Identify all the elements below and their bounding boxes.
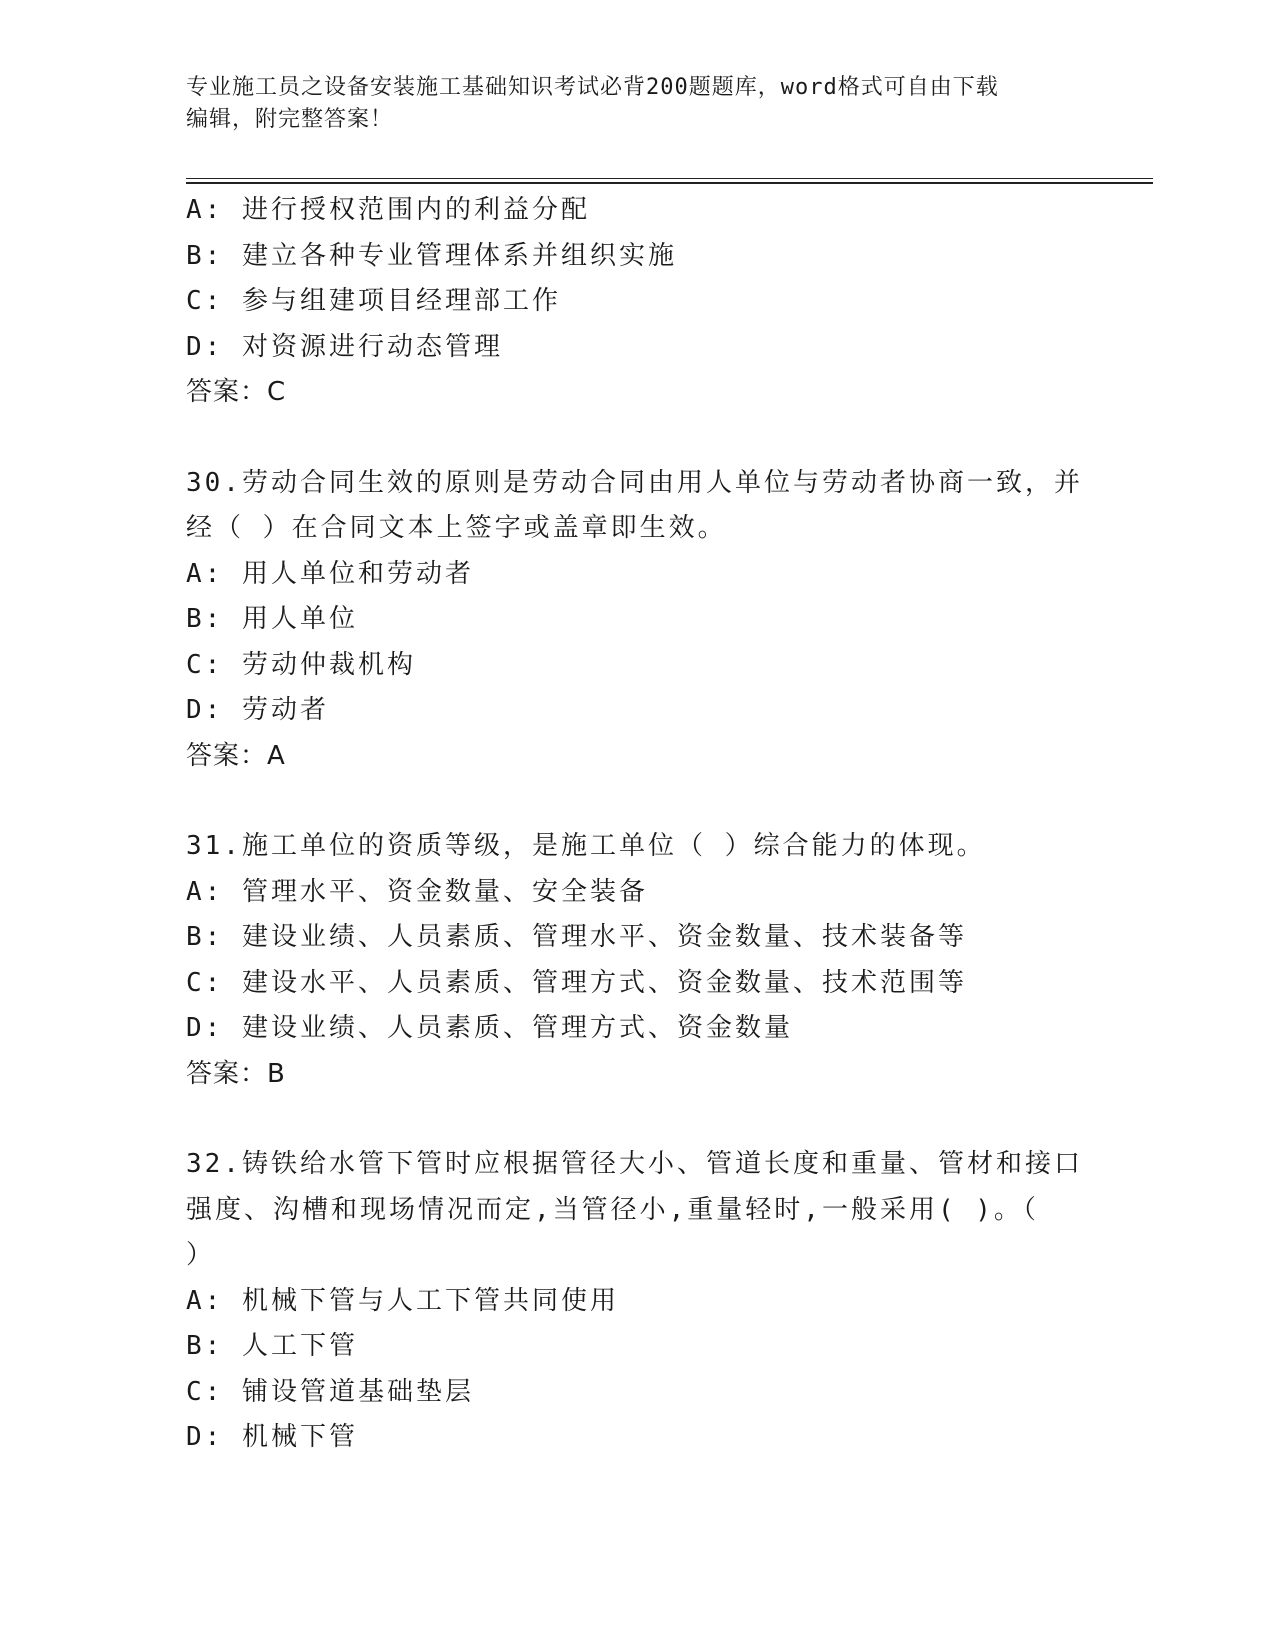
header-title-line-2: 编辑，附完整答案！ [186,107,394,132]
option-d: D: 建设业绩、人员素质、管理方式、资金数量 [186,1013,793,1043]
question-stem-line: 经（ ）在合同文本上签字或盖章即生效。 [186,513,727,543]
question-stem-line: 30.劳动合同生效的原则是劳动合同由用人单位与劳动者协商一致，并 [186,467,1083,498]
question-30 [186,461,1086,780]
option-b: B: 用人单位 [186,604,358,634]
document-header [186,72,1086,136]
question-31 [186,824,1086,1097]
header-title-line-1: 专业施工员之设备安装施工基础知识考试必背200题题库，word格式可自由下载 [186,75,999,100]
option-d: D: 机械下管 [186,1422,358,1452]
answer: 答案：C [186,377,287,407]
question-32 [186,1142,1086,1461]
header-divider-thin [186,178,1153,179]
question-stem-line: 31.施工单位的资质等级，是施工单位（ ）综合能力的体现。 [186,831,986,861]
question-list [186,188,1086,1461]
option-c: C: 建设水平、人员素质、管理方式、资金数量、技术范围等 [186,967,967,998]
option-a: A: 用人单位和劳动者 [186,558,474,589]
header-divider-thick [186,182,1153,184]
option-d: D: 对资源进行动态管理 [186,331,503,362]
option-c: C: 铺设管道基础垫层 [186,1376,474,1407]
answer: 答案：B [186,1058,286,1089]
option-c: C: 劳动仲裁机构 [186,649,416,680]
option-a: A: 进行授权范围内的利益分配 [186,195,590,225]
question-stem-line: 强度、沟槽和现场情况而定,当管径小,重量轻时,一般采用( )。（ [186,1194,1039,1225]
question-29 [186,188,1086,416]
option-d: D: 劳动者 [186,695,329,725]
option-a: A: 管理水平、资金数量、安全装备 [186,876,648,907]
spacer [186,416,1086,461]
spacer [186,779,1086,824]
spacer [186,1097,1086,1142]
option-c: C: 参与组建项目经理部工作 [186,286,561,316]
answer: 答案：A [186,740,286,771]
option-b: B: 建设业绩、人员素质、管理水平、资金数量、技术装备等 [186,922,967,952]
option-b: B: 人工下管 [186,1331,358,1361]
option-b: B: 建立各种专业管理体系并组织实施 [186,240,677,271]
option-a: A: 机械下管与人工下管共同使用 [186,1285,619,1316]
question-stem-line: 32.铸铁给水管下管时应根据管径大小、管道长度和重量、管材和接口 [186,1149,1083,1179]
question-stem-line: ） [186,1240,216,1270]
